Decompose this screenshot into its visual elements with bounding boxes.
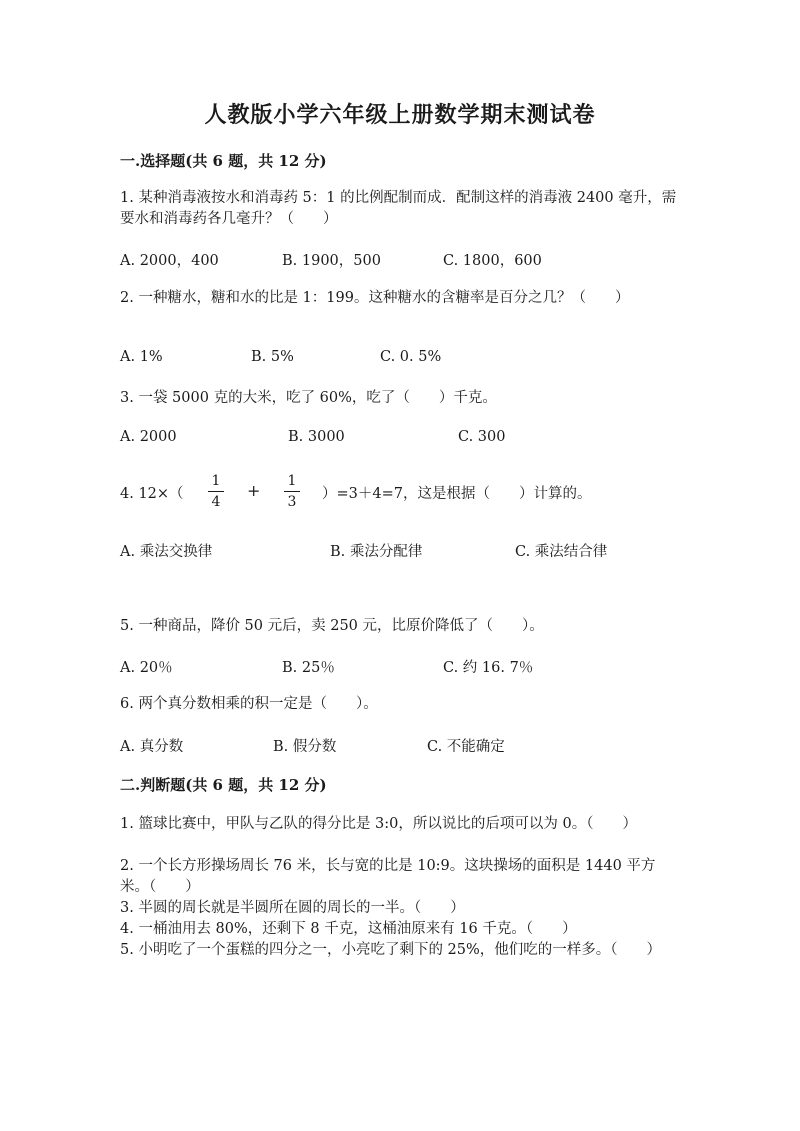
- fraction-one-third: [284, 472, 300, 511]
- plus-sign: +: [247, 481, 261, 500]
- q6-option-c: C. 不能确定: [427, 739, 505, 755]
- q4-option-c: C. 乘法结合律: [515, 544, 608, 560]
- question-4-suffix: ）=3＋4=7，这是根据（ ）计算的。: [322, 486, 592, 502]
- section-heading-judgement: 二.判断题(共 6 题，共 12 分): [120, 776, 327, 794]
- q4-option-b: B. 乘法分配律: [330, 544, 423, 560]
- q6-option-b: B. 假分数: [273, 739, 337, 755]
- q2-option-c: C. 0. 5%: [380, 349, 442, 365]
- q5-option-a: A. 20％: [120, 660, 173, 676]
- page-title: 人教版小学六年级上册数学期末测试卷: [204, 102, 596, 128]
- fraction-one-quarter: [208, 472, 224, 511]
- q3-option-a: A. 2000: [120, 429, 177, 445]
- q1-option-a: A. 2000，400: [120, 253, 219, 269]
- q2-option-a: A. 1%: [120, 349, 163, 365]
- fraction-1-denominator: 4: [211, 494, 221, 510]
- question-6: 6. 两个真分数相乘的积一定是（ ）。: [120, 696, 378, 712]
- fraction-1-numerator: 1: [211, 473, 221, 489]
- question-3: 3. 一袋 5000 克的大米，吃了 60%，吃了（ ）千克。: [120, 390, 497, 406]
- q3-option-c: C. 300: [458, 429, 506, 445]
- judgement-item-1: 1. 篮球比赛中，甲队与乙队的得分比是 3:0，所以说比的后项可以为 0。（ ）: [120, 816, 637, 832]
- q5-option-c: C. 约 16. 7％: [443, 660, 534, 676]
- q5-option-b: B. 25％: [282, 660, 335, 676]
- q6-option-a: A. 真分数: [120, 739, 184, 755]
- judgement-item-4: 4. 一桶油用去 80%，还剩下 8 千克，这桶油原来有 16 千克。（ ）: [120, 921, 577, 937]
- q2-option-b: B. 5%: [251, 349, 294, 365]
- judgement-item-2: 2. 一个长方形操场周长 76 米，长与宽的比是 10:9。这块操场的面积是 1440 平方米。（ ）: [120, 858, 656, 895]
- fraction-2-numerator: 1: [287, 473, 297, 489]
- section-heading-choice: 一.选择题(共 6 题，共 12 分): [120, 152, 327, 170]
- judgement-item-5: 5. 小明吃了一个蛋糕的四分之一，小亮吃了剩下的 25%，他们吃的一样多。（ ）: [120, 942, 662, 958]
- q4-option-a: A. 乘法交换律: [120, 544, 213, 560]
- judgement-item-3: 3. 半圆的周长就是半圆所在圆的周长的一半。（ ）: [120, 900, 465, 916]
- q1-option-c: C. 1800，600: [443, 253, 542, 269]
- question-2: 2. 一种糖水，糖和水的比是 1：199。这种糖水的含糖率是百分之几？（ ）: [120, 290, 630, 306]
- fraction-2-bar: [284, 491, 300, 492]
- question-1: 1. 某种消毒液按水和消毒药 5：1 的比例配制而成．配制这样的消毒液 2400 毫升，需要水和消毒药各几毫升？（ ）: [120, 190, 677, 227]
- fraction-1-bar: [208, 491, 224, 492]
- fraction-2-denominator: 3: [287, 494, 297, 510]
- question-5: 5. 一种商品，降价 50 元后，卖 250 元，比原价降低了（ ）。: [120, 618, 544, 634]
- q1-option-b: B. 1900，500: [282, 253, 381, 269]
- q3-option-b: B. 3000: [288, 429, 345, 445]
- question-4-prefix: 4. 12×（: [120, 486, 184, 502]
